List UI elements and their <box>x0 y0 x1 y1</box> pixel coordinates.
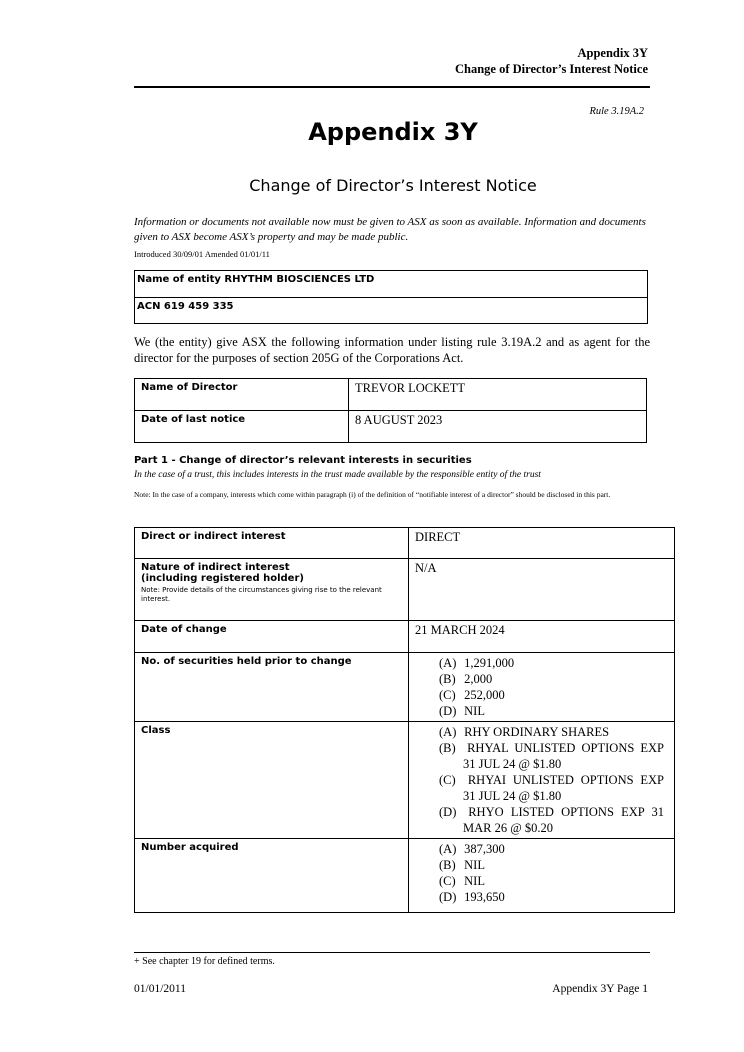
list-item <box>439 703 664 719</box>
direct-indirect-label: Direct or indirect interest <box>135 528 409 559</box>
list-item-text: NIL <box>464 874 485 888</box>
table-row <box>135 722 675 839</box>
class-list <box>439 724 668 836</box>
list-item-text: 252,000 <box>464 688 505 702</box>
table-row <box>135 559 675 621</box>
list-item <box>439 655 664 671</box>
intro-text: Information or documents not available now must be given to ASX as soon as available. Information and documents given to ASX become ASX’s property and may be made public. <box>134 216 646 243</box>
page-subtitle: Change of Director’s Interest Notice <box>249 176 537 195</box>
list-item-letter: (B) <box>439 858 456 872</box>
list-item-letter: (B) <box>439 672 456 686</box>
list-item-text: RHYAL UNLISTED OPTIONS EXP 31 JUL 24 @ $1.80 <box>463 741 664 771</box>
list-item-letter: (D) <box>439 805 457 819</box>
list-item <box>439 841 664 857</box>
part1-note: Note: In the case of a company, interests which come within paragraph (i) of the definition of “notifiable interest of a director” should be disclosed in this part. <box>134 490 611 499</box>
list-item-text: RHYO LISTED OPTIONS EXP 31 MAR 26 @ $0.20 <box>463 805 664 835</box>
table-row <box>135 379 647 411</box>
direct-indirect-value: DIRECT <box>409 528 675 559</box>
list-item-text: RHYAI UNLISTED OPTIONS EXP 31 JUL 24 @ $1.80 <box>463 773 664 803</box>
list-item-letter: (D) <box>439 890 457 904</box>
last-notice-label: Date of last notice <box>135 411 349 443</box>
list-item-text: 387,300 <box>464 842 505 856</box>
part1-title: Part 1 - Change of director’s relevant interests in securities <box>134 455 472 466</box>
list-item-text: RHY ORDINARY SHARES <box>464 725 610 739</box>
nature-label-cell <box>135 559 409 621</box>
number-acquired-cell <box>409 839 675 913</box>
part1-subtitle: In the case of a trust, this includes interests in the trust made available by the responsible entity of the trust <box>134 470 541 480</box>
last-notice-value: 8 AUGUST 2023 <box>349 411 647 443</box>
list-item-text: NIL <box>464 704 485 718</box>
list-item-letter: (C) <box>439 874 456 888</box>
acquired-list <box>439 841 668 905</box>
list-item <box>439 740 664 772</box>
date-of-change-label: Date of change <box>135 621 409 653</box>
nature-label: Nature of indirect interest <box>141 562 290 573</box>
header-title: Appendix 3Y <box>577 46 648 60</box>
statement-paragraph: We (the entity) give ASX the following information under listing rule 3.19A.2 and as agent for the director for the purposes of section 205G of the Corporations Act. <box>134 335 650 365</box>
header-subtitle: Change of Director’s Interest Notice <box>455 62 648 76</box>
list-item <box>439 857 664 873</box>
class-label: Class <box>135 722 409 839</box>
footer-note: + See chapter 19 for defined terms. <box>134 956 275 967</box>
list-item-text: 1,291,000 <box>464 656 515 670</box>
list-item <box>439 804 664 836</box>
nature-value: N/A <box>409 559 675 621</box>
list-item-letter: (A) <box>439 725 457 739</box>
list-item-letter: (B) <box>439 741 456 755</box>
prior-securities-cell <box>409 653 675 722</box>
list-item <box>439 772 664 804</box>
header-divider <box>134 86 650 88</box>
table-row <box>135 653 675 722</box>
list-item <box>439 687 664 703</box>
entity-box <box>134 270 648 324</box>
list-item <box>439 889 664 905</box>
footer-date: 01/01/2011 <box>134 983 186 995</box>
list-item-text: NIL <box>464 858 485 872</box>
entity-acn: ACN 619 459 335 <box>135 297 647 323</box>
table-row <box>135 621 675 653</box>
table-row <box>135 839 675 913</box>
list-item <box>439 671 664 687</box>
page-title: Appendix 3Y <box>308 118 478 146</box>
table-row <box>135 411 647 443</box>
interest-table <box>134 527 675 913</box>
director-table <box>134 378 647 443</box>
table-row <box>135 528 675 559</box>
prior-list <box>439 655 668 719</box>
entity-name: Name of entity RHYTHM BIOSCIENCES LTD <box>137 274 375 285</box>
footer-page-number: Appendix 3Y Page 1 <box>552 983 648 995</box>
rule-reference: Rule 3.19A.2 <box>589 106 644 117</box>
list-item-letter: (C) <box>439 773 456 787</box>
nature-note: Note: Provide details of the circumstances giving rise to the relevant interest. <box>141 586 382 603</box>
list-item-letter: (A) <box>439 842 457 856</box>
introduced-date: Introduced 30/09/01 Amended 01/01/11 <box>134 249 270 259</box>
class-cell <box>409 722 675 839</box>
prior-securities-label: No. of securities held prior to change <box>135 653 409 722</box>
number-acquired-label: Number acquired <box>135 839 409 913</box>
list-item <box>439 873 664 889</box>
date-of-change-value: 21 MARCH 2024 <box>409 621 675 653</box>
list-item-letter: (C) <box>439 688 456 702</box>
list-item <box>439 724 664 740</box>
director-name-label: Name of Director <box>135 379 349 411</box>
footer-divider <box>134 952 650 953</box>
list-item-text: 2,000 <box>464 672 493 686</box>
nature-label-holder: (including registered holder) <box>141 573 304 584</box>
list-item-letter: (D) <box>439 704 457 718</box>
list-item-letter: (A) <box>439 656 457 670</box>
director-name-value: TREVOR LOCKETT <box>349 379 647 411</box>
list-item-text: 193,650 <box>464 890 505 904</box>
